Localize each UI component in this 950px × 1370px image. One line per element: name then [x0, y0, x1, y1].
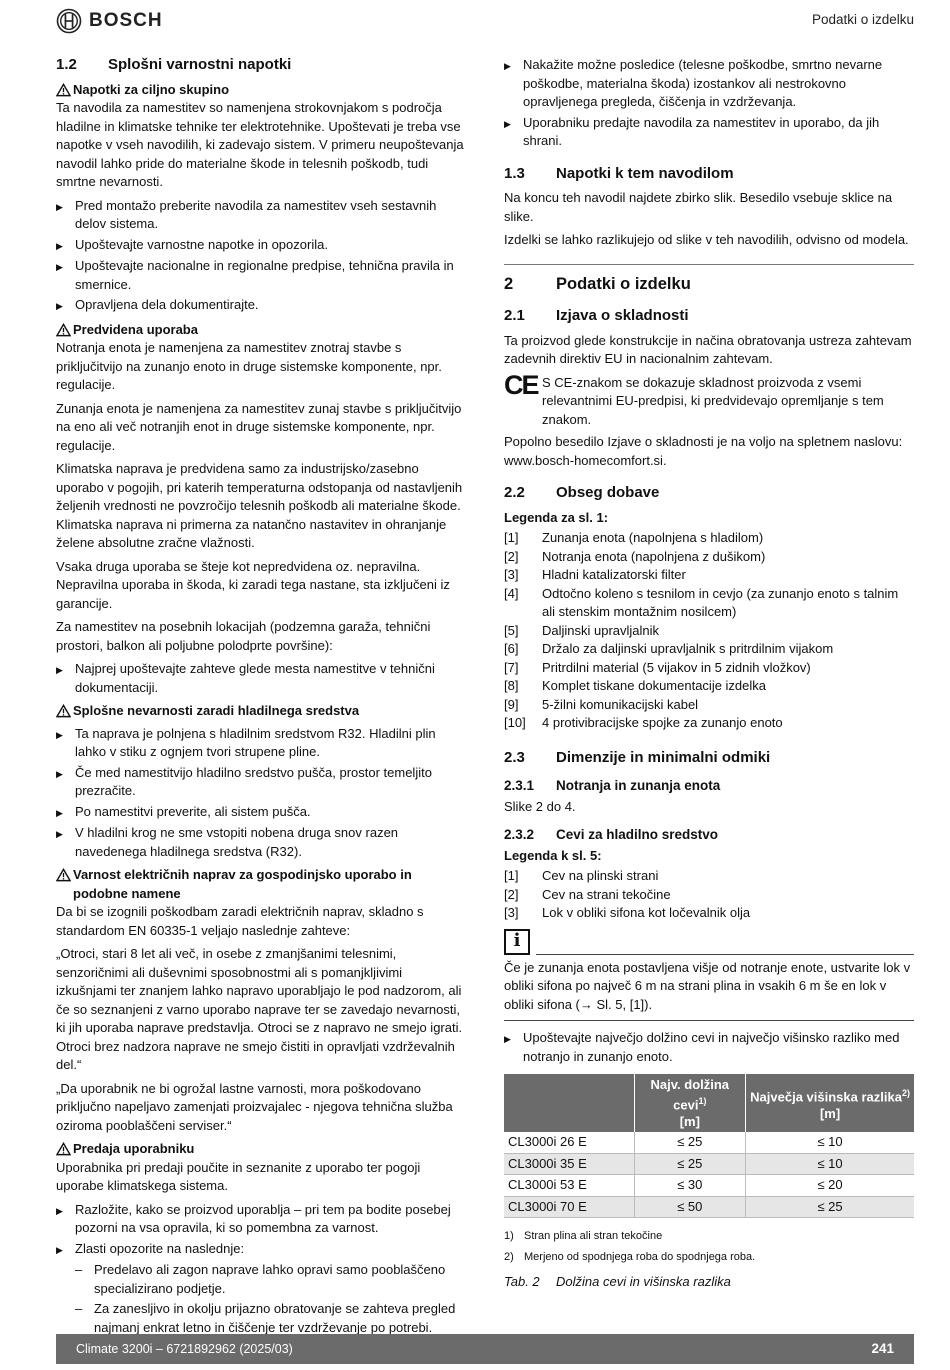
paragraph: Zunanja enota je namenjena za namestitev zunaj stavbe s priključitvijo na eno ali več notranjih enot in druge sistemske komponente, npr. regulacije. [56, 400, 462, 453]
list-item-text: Upoštevajte varnostne napotke in opozorila. [75, 236, 328, 252]
item-text: Notranja enota (napolnjena z dušikom) [542, 548, 766, 564]
chapter-title: Podatki o izdelku [556, 274, 691, 293]
pipe-length-table [504, 1074, 914, 1218]
item-number: [7] [504, 659, 519, 675]
section-1-3-heading [504, 165, 914, 184]
list-item: ▶ Pred montažo preberite navodila za namestitev vseh sestavnih delov sistema. [56, 197, 466, 234]
list-item: ▶ Uporabniku predajte navodila za namestitev in uporabo, da jih shrani. [504, 114, 914, 151]
ce-text: S CE-znakom se dokazuje skladnost proizvoda z vsemi relevantnimi EU-predpisi, ki predvidevajo opremljanje s tem znakom. [542, 374, 884, 427]
list-item: ▶ Razložite, kako se proizvod uporablja – pri tem pa bodite posebej pozorni na vsa opravila, ki so pomembna za varnost. [56, 1201, 466, 1238]
list-item: ▶ Upoštevajte največjo dolžino cevi in največjo višinsko razliko med notranjo in zunanjo enoto. [504, 1029, 914, 1066]
list-item [504, 714, 914, 733]
paragraph: Popolno besedilo Izjave o skladnosti je na voljo na spletnem naslovu: www.bosch-homecomfort.si. [504, 434, 903, 468]
info-rule [536, 954, 914, 955]
table-row [504, 1153, 914, 1175]
list-item: ▶ Zlasti opozorite na naslednje: [56, 1240, 466, 1260]
table-header-row [504, 1074, 914, 1132]
warning-handover [56, 1140, 466, 1159]
list-item: ▶ Najprej upoštevajte zahteve glede mesta namestitve v tehnični dokumentaciji. [56, 660, 466, 697]
warning-title: Splošne nevarnosti zaradi hladilnega sredstva [73, 703, 360, 718]
footnote [504, 1249, 914, 1265]
item-text: Cev na plinski strani [542, 868, 659, 883]
list-item: ▶ Upoštevajte nacionalne in regionalne predpise, tehnična pravila in smernice. [56, 257, 466, 294]
item-number: [9] [504, 696, 519, 712]
table-cell-height: ≤ 25 [746, 1196, 914, 1218]
list-item-text: Če med namestitvijo hladilno sredstvo pušča, prostor temeljito prezračite. [75, 764, 432, 798]
list-item: – Predelavo ali zagon naprave lahko opravi samo pooblaščeno specializirano podjetje. [75, 1261, 466, 1298]
intended-use-bullets [56, 660, 466, 697]
section-number: 2.3.2 [504, 827, 535, 842]
section-title: Obseg dobave [556, 484, 660, 501]
paragraph: Vsaka druga uporaba se šteje kot nepredvidena oz. nepravilna. Nepravilna uporaba in škoda, ki zaradi tega nastane, sta izključeni iz garancije. [56, 558, 450, 611]
table-header-model [504, 1074, 634, 1132]
target-group-bullets [56, 197, 466, 316]
brand-name: BOSCH [89, 9, 163, 31]
list-item-text: Upoštevajte največjo dolžino cevi in največjo višinsko razliko med notranjo in zunanjo enoto. [523, 1030, 900, 1064]
item-number: [2] [504, 886, 519, 902]
item-text: Pritrdilni material (5 vijakov in 5 zidnih vložkov) [542, 659, 811, 675]
legend-title: Legenda k sl. 5: [504, 847, 602, 863]
list-item-text: Upoštevajte nacionalne in regionalne predpise, tehnična pravila in smernice. [75, 258, 454, 292]
list-item-text: Opravljena dela dokumentirajte. [75, 297, 259, 312]
paragraph: Da bi se izognili poškodbam zaradi električnih naprav, skladno s standardom EN 60335-1 veljajo naslednje zahteve: [56, 904, 424, 938]
list-item [504, 640, 914, 659]
warning-target-group [56, 81, 466, 100]
table-cell-model: CL3000i 70 E [504, 1196, 634, 1218]
info-text: Če je zunanja enota postavljena višje od notranje enote, ustvarite lok v obliki sifona po največ 6 m na strani plina in vsakih 6 m še en lok v obliki sifona (→ Sl. 5, [1]). [504, 959, 914, 1022]
section-2-2-heading [504, 484, 914, 503]
warning-triangle-icon [56, 323, 71, 337]
paragraph: „Otroci, stari 8 let ali več, in osebe z zmanjšanimi telesnimi, senzoričnimi ali duševnimi sposobnostmi ali s pomanjkljivimi izkušnjami ter znanjem lahko napravo uporabljajo le pod nadzorom, ali če so seznanjeni z varno uporabo naprave ter se zavedajo nevarnosti, ki jih uporaba naprave predstavlja. Otroci se z napravo ne smejo igrati. Otroci brez nadzora naprave ne smejo čistiti in opravljati vzdrževalnih del.“ [56, 946, 463, 1072]
warning-refrigerant [56, 702, 466, 721]
page-number: 241 [871, 1340, 894, 1356]
table-header-height: Največja višinska razlika$^{2)}$ [m] [746, 1074, 914, 1132]
list-item-text: Nakažite možne posledice (telesne poškodbe, smrtno nevarne poškodbe, materialna škoda) izostankov ali nestrokovno opravljenega pregleda, čiščenja in vzdrževanja. [523, 57, 883, 109]
table-caption-number: Tab. 2 [504, 1274, 540, 1290]
item-number: [4] [504, 585, 519, 601]
warning-title: Predaja uporabniku [73, 1141, 195, 1156]
item-number: [10] [504, 715, 526, 730]
footnote-text: Stran plina ali stran tekočine [524, 1230, 663, 1243]
item-text: Zunanja enota (napolnjena s hladilom) [542, 530, 764, 545]
table-row [504, 1132, 914, 1153]
table-caption-text: Dolžina cevi in višinska razlika [556, 1274, 731, 1290]
section-number: 2.3 [504, 748, 525, 766]
item-text: Lok v obliki sifona kot ločevalnik olja [542, 905, 751, 920]
list-item: ▶ Opravljena dela dokumentirajte. [56, 296, 466, 316]
footnote-text: Merjeno od spodnjega roba do spodnjega roba. [524, 1251, 756, 1264]
table-row [504, 1196, 914, 1218]
warning-triangle-icon [56, 1142, 71, 1156]
section-2-1-heading [504, 307, 914, 326]
list-item-text: Zlasti opozorite na naslednje: [75, 1240, 245, 1256]
table-cell-length: ≤ 25 [634, 1153, 746, 1175]
list-item-text: Ta naprava je polnjena s hladilnim sredstvom R32. Hladilni plin lahko v stiku z ognjem tvori strupene pline. [75, 725, 436, 759]
item-number: [1] [504, 530, 519, 545]
section-title: Dimenzije in minimalni odmiki [556, 748, 771, 766]
footer-document-id: Climate 3200i – 6721892962 (2025/03) [76, 1341, 293, 1356]
paragraph: „Da uporabnik ne bi ogrožal lastne varnosti, mora poškodovano priključno napeljavo zamenjati proizvajalec - njegova tehnična služba oziroma pooblaščeni serviser.“ [56, 1080, 453, 1133]
warning-title: Varnost električnih naprav za gospodinjsko uporabo in podobne namene [73, 867, 412, 901]
pipe-legend-list [504, 867, 914, 923]
legend-title: Legenda za sl. 1: [504, 509, 609, 525]
ce-block [504, 369, 914, 430]
table-cell-length: ≤ 25 [634, 1132, 746, 1153]
table-cell-model: CL3000i 35 E [504, 1153, 634, 1175]
section-number: 2.1 [504, 307, 525, 324]
item-number: [5] [504, 622, 519, 638]
warning-triangle-icon [56, 868, 71, 882]
paragraph: Uporabnika pri predaji poučite in seznanite z uporabo ter pogoji uporabe klimatskega sistema. [56, 1159, 421, 1193]
table-footnotes [504, 1228, 914, 1265]
list-item [504, 622, 914, 641]
section-1-2-heading [56, 56, 466, 75]
list-item [504, 677, 914, 696]
list-item-text: Uporabniku predajte navodila za namestitev in uporabo, da jih shrani. [523, 114, 880, 148]
footnote-number: 1) [504, 1230, 514, 1243]
dash-list [75, 1261, 466, 1337]
item-text: 4 protivibracijske spojke za zunanjo enoto [542, 715, 783, 730]
table-caption [504, 1273, 914, 1292]
list-item [504, 548, 914, 567]
table-header-length: Najv. dolžina cevi$^{1)}$ [m] [634, 1074, 746, 1132]
item-text: Hladni katalizatorski filter [542, 567, 686, 582]
section-2-3-2-heading [504, 826, 914, 845]
list-item: ▶ Po namestitvi preverite, ali sistem pušča. [56, 803, 466, 823]
pipe-bullets [504, 1029, 914, 1066]
refrigerant-bullets [56, 725, 466, 862]
page-header [0, 0, 950, 44]
paragraph: Klimatska naprava je predvidena samo za industrijsko/zasebno uporabo v pogojih, pri katerih temperaturna odstopanja od nastavljenih željenih vrednosti ne povzročijo telesnih poškodb ali materialne škode. Klimatska naprava ni primerna za natančno nastavitev in ohranjanje želene absolutne zračne vlažnosti. [56, 461, 463, 550]
handover-bullets [56, 1201, 466, 1338]
warning-title: Napotki za ciljno skupino [73, 81, 230, 97]
section-title: Notranja in zunanja enota [556, 778, 721, 793]
section-title: Cevi za hladilno sredstvo [556, 827, 719, 842]
bosch-armature-icon [56, 8, 82, 34]
paragraph: Za namestitev na posebnih lokacijah (podzemna garaža, tehnični prostori, balkon ali poljubne polodprte površine): [56, 619, 431, 653]
section-number: 2.2 [504, 484, 525, 501]
target-group-text: Ta navodila za namestitev so namenjena strokovnjakom s področja hladilne in klimatske tehnike ter elektrotehnike. Upoštevati je treba vse napotke v vseh navodilih, ki zadevajo sistem. V primeru neupoštevanja navodil lahko pride do materialne škode in telesnih poškodb, tudi smrtne nevarnosti. [56, 100, 464, 189]
table-cell-model: CL3000i 53 E [504, 1175, 634, 1197]
section-number: 1.3 [504, 164, 525, 182]
info-note [504, 929, 914, 955]
table-cell-height: ≤ 10 [746, 1153, 914, 1175]
scope-of-delivery-list [504, 529, 914, 733]
item-text: Komplet tiskane dokumentacije izdelka [542, 678, 767, 693]
table-cell-height: ≤ 10 [746, 1132, 914, 1153]
paragraph: Notranja enota je namenjena za namestitev znotraj stavbe s priključitvijo na zunanjo enoto in druge sistemske komponente, npr. regulacije. [56, 340, 442, 392]
warning-triangle-icon [56, 704, 71, 718]
item-number: [1] [504, 868, 519, 883]
table-cell-height: ≤ 20 [746, 1175, 914, 1197]
list-item: ▶ V hladilni krog ne sme vstopiti nobena druga snov razen navedenega hladilnega sredstva (R32). [56, 824, 466, 861]
item-text: Daljinski upravljalnik [542, 622, 660, 638]
list-item: ▶ Ta naprava je polnjena s hladilnim sredstvom R32. Hladilni plin lahko v stiku z ognjem tvori strupene pline. [56, 725, 466, 762]
list-item [504, 904, 914, 923]
warning-intended-use [56, 321, 466, 340]
section-title: Napotki k tem navodilom [556, 164, 734, 182]
item-number: [2] [504, 548, 519, 564]
list-item [504, 566, 914, 585]
section-number: 2.3.1 [504, 778, 535, 793]
paragraph: Na koncu teh navodil najdete zbirko slik. Besedilo vsebuje sklice na slike. [504, 190, 893, 224]
paragraph: Izdelki se lahko razlikujejo od slike v teh navodilih, odvisno od modela. [504, 232, 909, 247]
table-cell-model: CL3000i 26 E [504, 1132, 634, 1153]
list-item-text: Najprej upoštevajte zahteve glede mesta namestitve v tehnični dokumentaciji. [75, 661, 435, 695]
section-2-3-heading [504, 749, 914, 768]
footnote [504, 1228, 914, 1244]
warning-electrical [56, 866, 466, 903]
page-footer [56, 1334, 914, 1364]
list-item-text: Predelavo ali zagon naprave lahko opravi samo pooblaščeno specializirano podjetje. [94, 1262, 446, 1296]
item-number: [3] [504, 905, 519, 920]
paragraph: Slike 2 do 4. [504, 798, 576, 814]
list-item-text: V hladilni krog ne sme vstopiti nobena druga snov razen navedenega hladilnega sredstva (R32). [75, 825, 399, 859]
list-item [504, 659, 914, 678]
section-title: Izjava o skladnosti [556, 307, 689, 324]
item-text: Držalo za daljinski upravljalnik s pritrdilnim vijakom [542, 641, 834, 656]
item-text: Odtočno koleno s tesnilom in cevjo (za zunanjo enoto s talnim ali stenskim montažnim nosilcem) [542, 585, 899, 619]
handover-bullets-continued [504, 56, 914, 151]
section-title: Splošni varnostni napotki [108, 56, 292, 73]
list-item [504, 585, 914, 622]
list-item [504, 529, 914, 548]
right-column [504, 56, 914, 1292]
list-item: ▶ Nakažite možne posledice (telesne poškodbe, smrtno nevarne poškodbe, materialna škoda) izostankov ali nestrokovno opravljenega pregleda, čiščenja in vzdrževanja. [504, 56, 914, 112]
paragraph: Ta proizvod glede konstrukcije in načina obratovanja ustreza zahtevam zadevnih direktiv EU in nacionalnim zahtevam. [504, 332, 912, 366]
list-item-text: Razložite, kako se proizvod uporablja – pri tem pa bodite posebej pozorni na vsa opravila, ki so pomembna za varnost. [75, 1201, 451, 1235]
section-number: 1.2 [56, 56, 77, 73]
table-row [504, 1175, 914, 1197]
table-cell-length: ≤ 50 [634, 1196, 746, 1218]
chapter-divider [504, 264, 914, 265]
list-item: ▶ Če med namestitvijo hladilno sredstvo pušča, prostor temeljito prezračite. [56, 764, 466, 801]
bosch-logo [56, 8, 163, 34]
list-item: ▶ Upoštevajte varnostne napotke in opozorila. [56, 236, 466, 256]
item-number: [6] [504, 641, 519, 656]
ce-mark-icon: CE [504, 369, 538, 400]
table-cell-length: ≤ 30 [634, 1175, 746, 1197]
list-item-text: Za zanesljivo in okolju prijazno obratovanje se zahteva pregled najmanj enkrat letno in čiščenje ter vzdrževanje po potrebi. [94, 1301, 456, 1335]
list-item-text: Po namestitvi preverite, ali sistem pušča. [75, 803, 311, 819]
footnote-number: 2) [504, 1251, 514, 1264]
list-item [504, 886, 914, 905]
warning-triangle-icon [56, 83, 71, 97]
section-2-3-1-heading [504, 777, 914, 796]
info-icon: i [504, 929, 530, 955]
warning-title: Predvidena uporaba [73, 321, 198, 337]
list-item: – Za zanesljivo in okolju prijazno obratovanje se zahteva pregled najmanj enkrat letno in čiščenje ter vzdrževanje po potrebi. [75, 1300, 466, 1337]
item-number: [3] [504, 567, 519, 582]
list-item-text: Pred montažo preberite navodila za namestitev vseh sestavnih delov sistema. [75, 197, 437, 231]
list-item [504, 867, 914, 886]
item-text: Cev na strani tekočine [542, 886, 671, 902]
chapter-number: 2 [504, 274, 514, 293]
item-text: 5-žilni komunikacijski kabel [542, 696, 699, 712]
left-column [56, 56, 466, 1342]
list-item [504, 696, 914, 715]
item-number: [8] [504, 678, 519, 693]
chapter-2-heading [504, 275, 914, 294]
header-section-title: Podatki o izdelku [811, 12, 914, 27]
